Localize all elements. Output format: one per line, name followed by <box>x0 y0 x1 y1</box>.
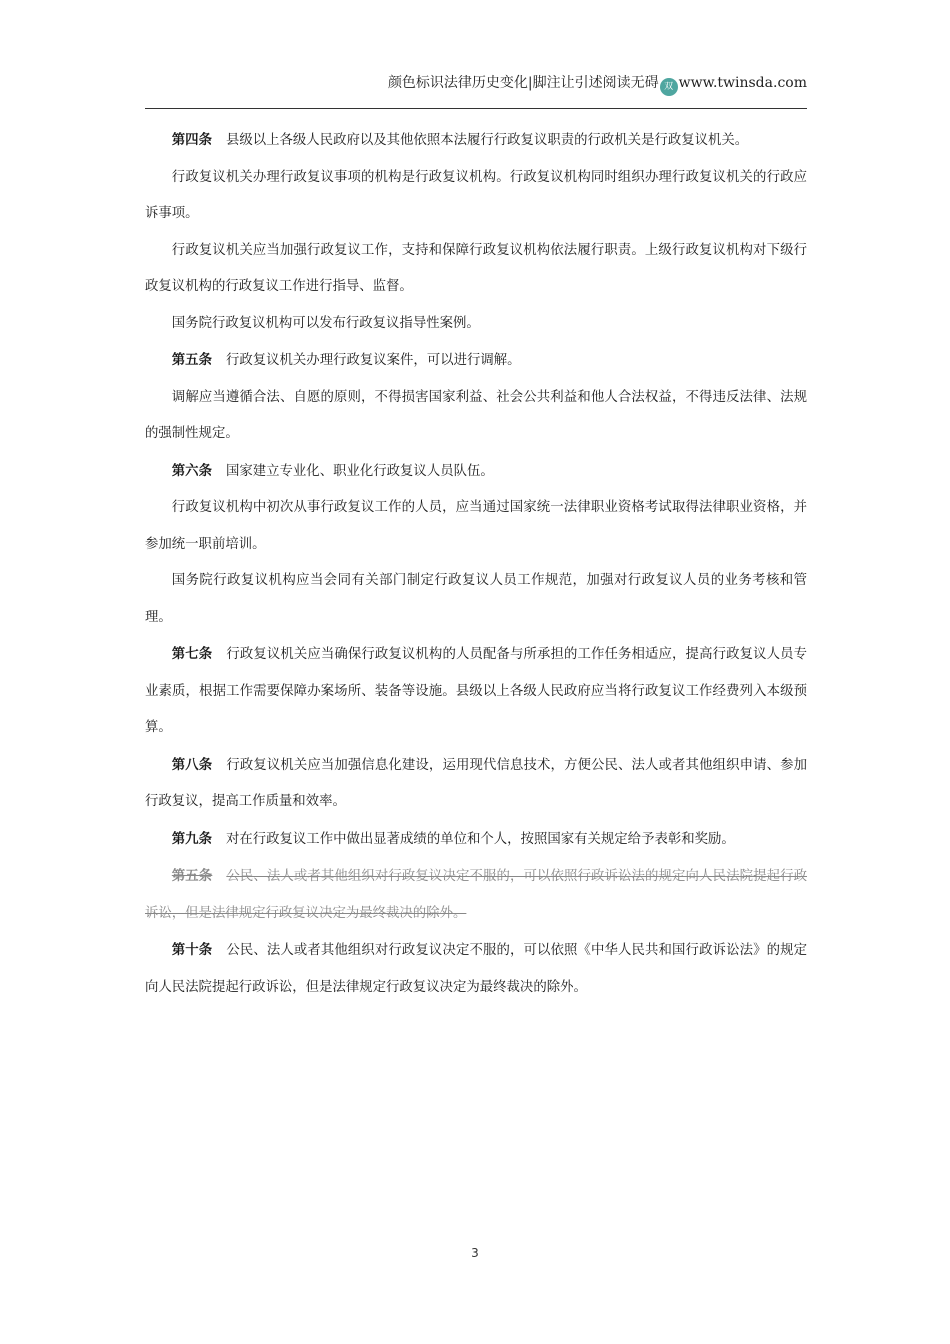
paragraph <box>145 563 807 636</box>
paragraph <box>145 380 807 453</box>
article-number: 第五条 <box>171 352 212 368</box>
article-number: 第六条 <box>171 462 212 479</box>
paragraph <box>145 160 807 233</box>
paragraph-text: 行政复议机关应当加强行政复议工作，支持和保障行政复议机构依法履行职责。上级行政复议机构对下级行政复议机构的行政复议工作进行指导、监督。 <box>145 242 807 294</box>
paragraph-text: 国家建立专业化、职业化行政复议人员队伍。 <box>225 463 494 479</box>
paragraph-text: 行政复议机构中初次从事行政复议工作的人员，应当通过国家统一法律职业资格考试取得法律职业资格，并参加统一职前培训。 <box>145 500 807 552</box>
paragraph <box>145 747 807 821</box>
document-body <box>145 122 807 1006</box>
article-number: 第四条 <box>171 132 212 148</box>
paragraph-text: 公民、法人或者其他组织对行政复议决定不服的，可以依照行政诉讼法的规定向人民法院提起行政诉讼，但是法律规定行政复议决定为最终裁决的除外。 <box>145 869 808 921</box>
header-tagline: 颜色标识法律历史变化|脚注让引述阅读无碍 <box>387 75 659 91</box>
paragraph <box>145 122 807 160</box>
paragraph-text: 行政复议机关办理行政复议事项的机构是行政复议机构。行政复议机构同时组织办理行政复议机关的行政应诉事项。 <box>145 169 807 221</box>
page-header <box>145 72 807 94</box>
article-number: 第十条 <box>171 942 213 958</box>
page-number: 3 <box>471 1246 479 1260</box>
paragraph-text: 行政复议机关办理行政复议案件，可以进行调解。 <box>225 353 521 368</box>
article-number: 第八条 <box>171 756 213 773</box>
paragraph-text: 调解应当遵循合法、自愿的原则，不得损害国家利益、社会公共利益和他人合法权益，不得违反法律、法规的强制性规定。 <box>145 389 807 441</box>
paragraph-text: 对在行政复议工作中做出显著成绩的单位和个人，按照国家有关规定给予表彰和奖励。 <box>225 831 735 847</box>
header-divider <box>145 108 807 109</box>
paragraph-text: 国务院行政复议机构可以发布行政复议指导性案例。 <box>171 315 480 331</box>
deleted-paragraph <box>145 858 807 932</box>
paragraph-text: 国务院行政复议机构应当会同有关部门制定行政复议人员工作规范，加强对行政复议人员的业务考核和管理。 <box>145 573 807 625</box>
article-number: 第五条 <box>171 868 213 884</box>
paragraph <box>145 342 807 380</box>
header-site-url[interactable]: www.twinsda.com <box>678 75 807 91</box>
twinsda-logo-icon: 双 <box>660 78 678 96</box>
article-number: 第九条 <box>171 830 212 847</box>
article-number: 第七条 <box>171 646 213 662</box>
paragraph <box>145 932 807 1006</box>
paragraph <box>145 821 807 859</box>
paragraph-text: 公民、法人或者其他组织对行政复议决定不服的，可以依照《中华人民共和国行政诉讼法》的规定向人民法院提起行政诉讼，但是法律规定行政复议决定为最终裁决的除外。 <box>145 943 808 995</box>
paragraph <box>145 306 807 343</box>
paragraph <box>145 490 807 563</box>
paragraph <box>145 233 807 306</box>
paragraph-text: 县级以上各级人民政府以及其他依照本法履行行政复议职责的行政机关是行政复议机关。 <box>225 133 749 148</box>
paragraph <box>145 636 807 747</box>
paragraph-text: 行政复议机关应当加强信息化建设，运用现代信息技术，方便公民、法人或者其他组织申请、参加行政复议，提高工作质量和效率。 <box>145 757 808 809</box>
paragraph-text: 行政复议机关应当确保行政复议机构的人员配备与所承担的工作任务相适应，提高行政复议人员专业素质，根据工作需要保障办案场所、装备等设施。县级以上各级人民政府应当将行政复议工作经费列入本级预算。 <box>145 647 808 735</box>
paragraph <box>145 453 807 491</box>
